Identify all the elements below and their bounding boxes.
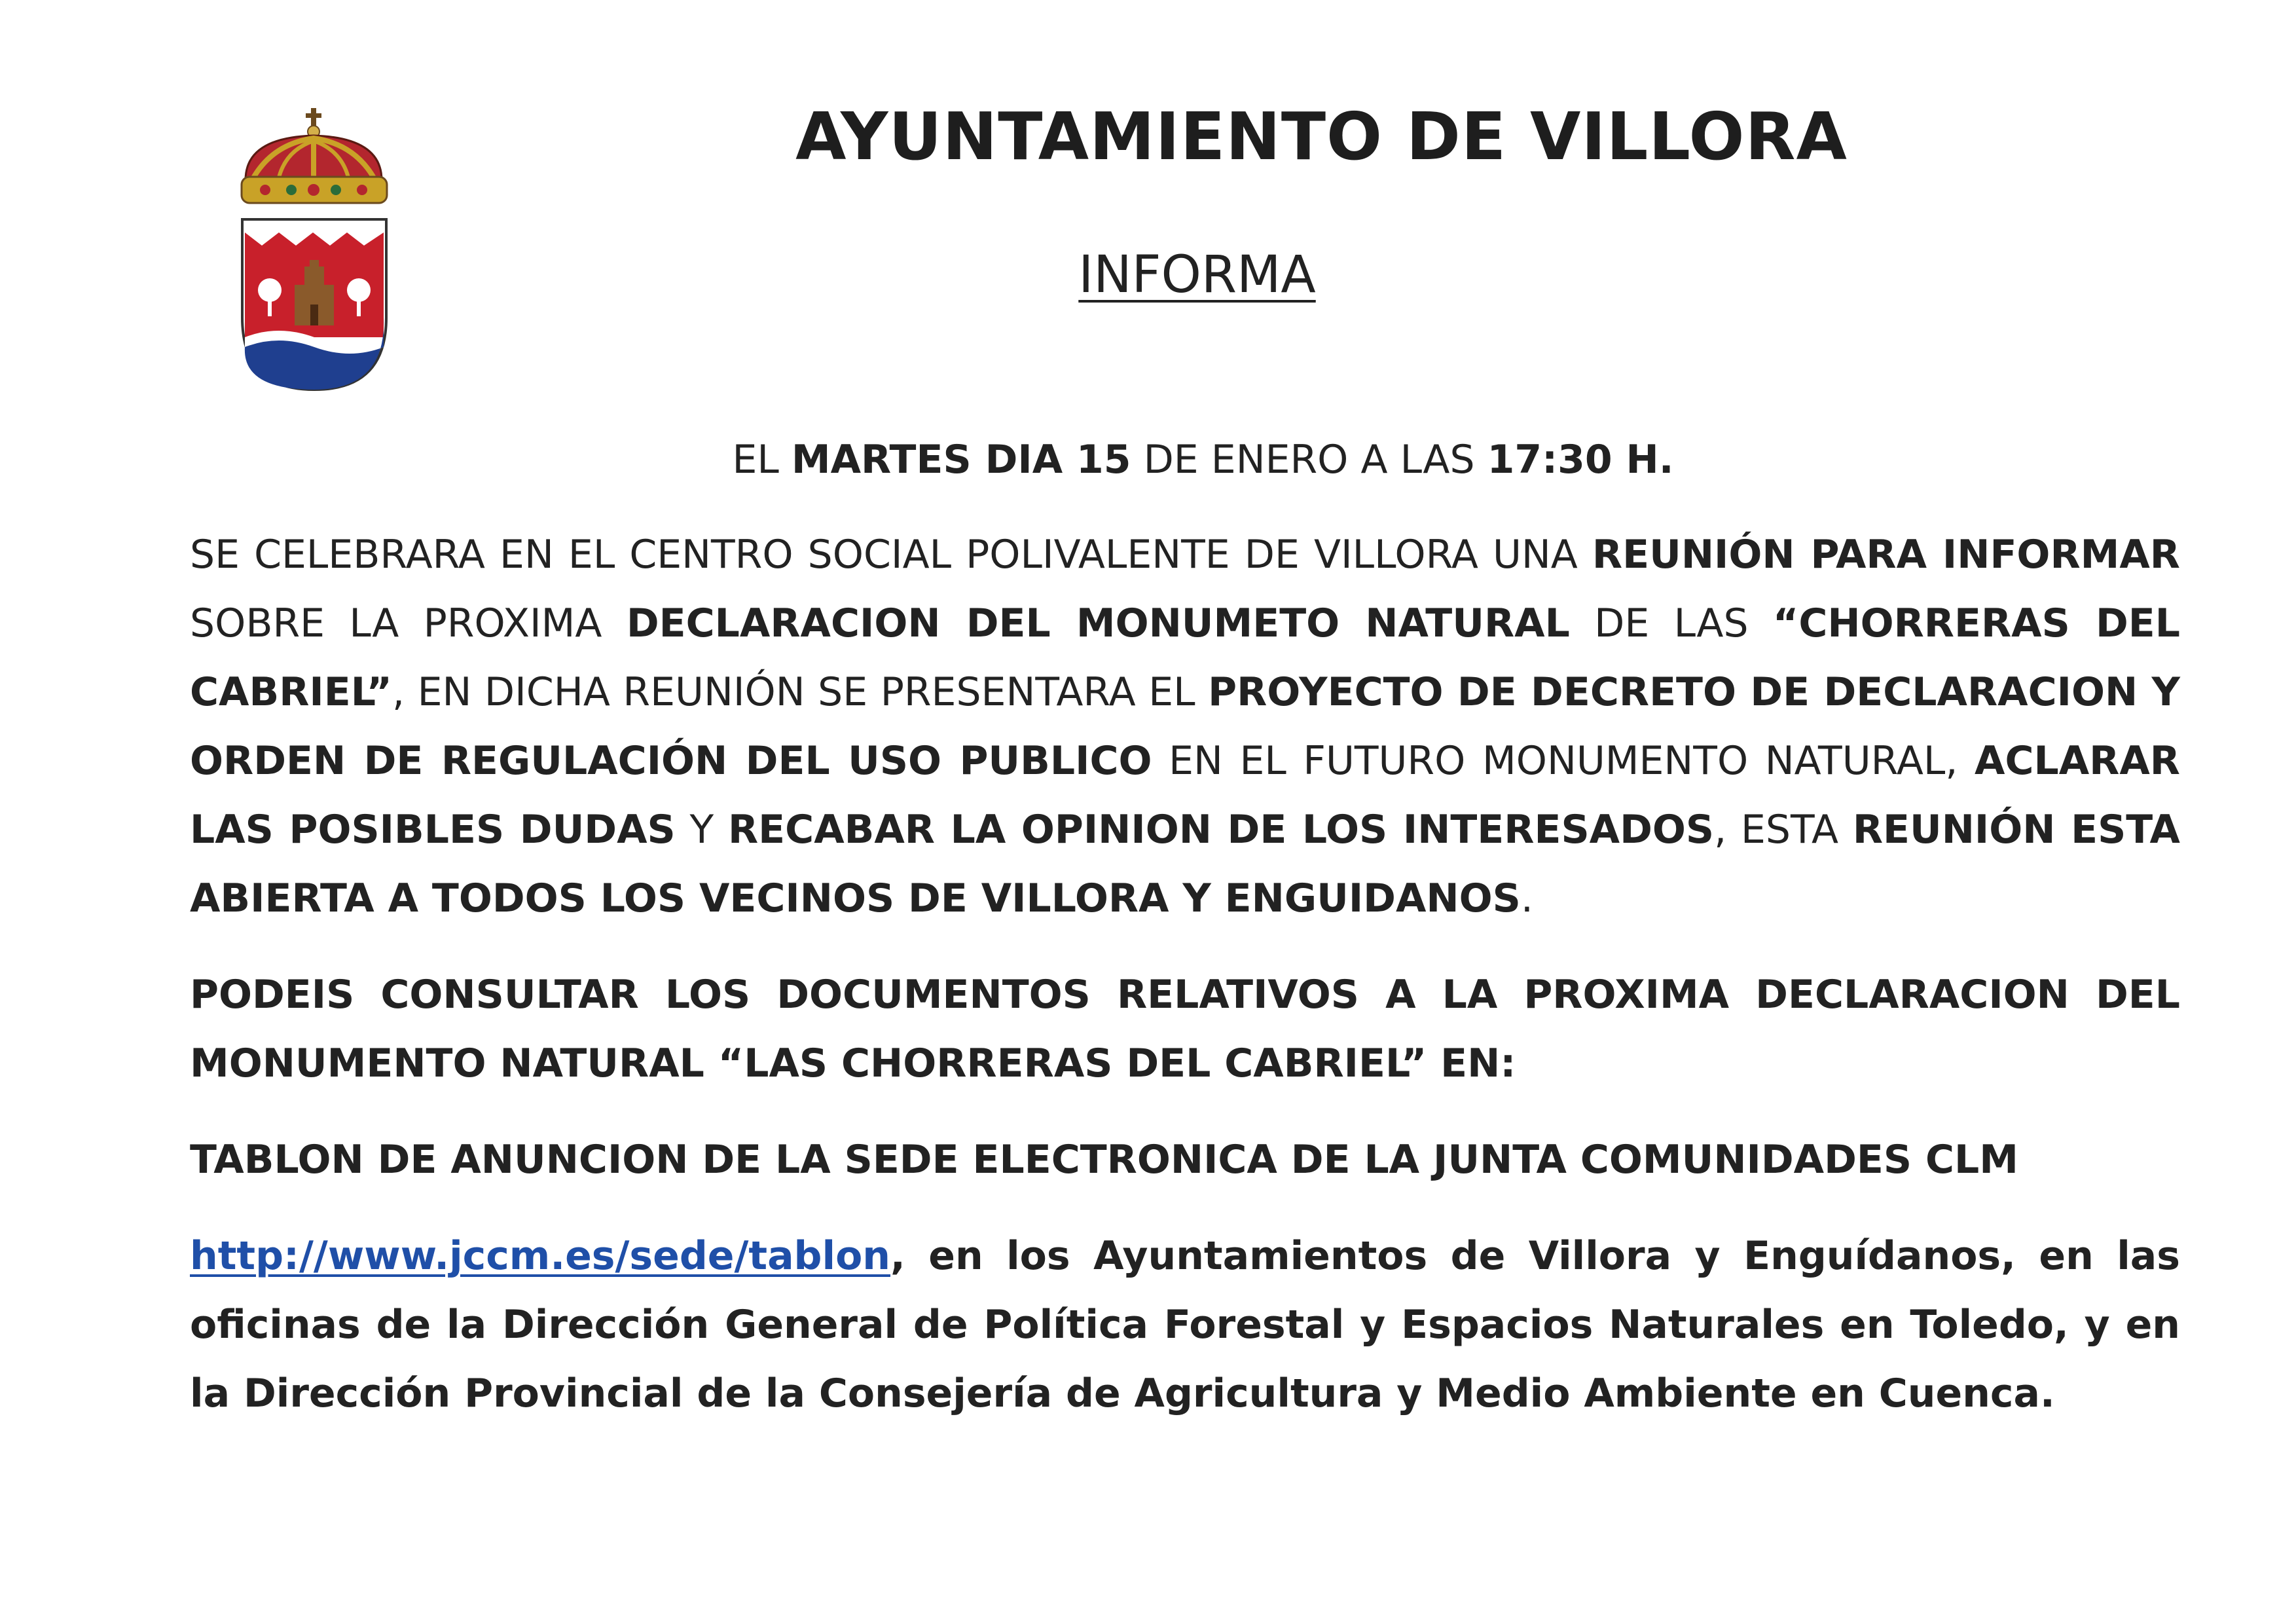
text-segment-bold: REUNIÓN ESTA ABIERTA A TODOS LOS VECINOS DE VILLORA Y ENGUIDANOS xyxy=(190,807,2180,921)
meeting-time: 17:30 H. xyxy=(1487,437,1674,483)
meeting-date-line xyxy=(190,426,2180,494)
announcement-body xyxy=(190,426,2180,1456)
meeting-day: MARTES DIA 15 xyxy=(791,437,1131,483)
text-segment: , ESTA xyxy=(1714,807,1853,853)
text-segment-bold: REUNIÓN PARA INFORMAR xyxy=(1592,532,2180,578)
text-segment-bold: PROYECTO DE DECRETO DE DECLARACION Y ORDEN DE REGULACIÓN DEL USO PUBLICO xyxy=(190,669,2180,784)
text-segment-bold: “CHORRERAS DEL CABRIEL” xyxy=(190,600,2181,715)
text-segment: . xyxy=(1520,876,1533,921)
text-segment: , EN DICHA REUNIÓN SE PRESENTARA EL xyxy=(392,669,1209,715)
text-segment: SE CELEBRARA EN EL CENTRO SOCIAL POLIVALENTE DE VILLORA UNA xyxy=(190,532,1592,578)
text-segment: Y xyxy=(675,807,728,853)
page-subtitle: INFORMA xyxy=(1078,246,1316,304)
locations-text: , en los Ayuntamientos de Villora y Enguídanos, en las oficinas de la Dirección General de Política Forestal y Espacios Naturales en Toledo, y en la Dirección Provincial de la Consejería de Agricultura y Medio Ambiente en Cuenca. xyxy=(190,1233,2180,1416)
text-segment: SOBRE LA PROXIMA xyxy=(190,600,627,646)
text-segment-bold: DECLARACION DEL MONUMETO NATURAL xyxy=(626,600,1570,646)
consult-documents-paragraph: PODEIS CONSULTAR LOS DOCUMENTOS RELATIVOS A LA PROXIMA DECLARACION DEL MONUMENTO NATURAL “LAS CHORRERAS DEL CABRIEL” EN: xyxy=(190,972,2180,1086)
text-segment-bold: RECABAR LA OPINION DE LOS INTERESADOS xyxy=(727,807,1715,853)
text-segment-bold: ACLARAR LAS POSIBLES DUDAS xyxy=(190,738,2181,853)
meeting-description-paragraph xyxy=(190,521,2180,933)
locations-paragraph xyxy=(190,1222,2180,1428)
date-middle: DE ENERO A LAS xyxy=(1131,437,1487,483)
tablon-heading: TABLON DE ANUNCION DE LA SEDE ELECTRONICA DE LA JUNTA COMUNIDADES CLM xyxy=(190,1137,2018,1183)
page-title: AYUNTAMIENTO DE VILLORA xyxy=(795,98,1848,175)
tablon-link[interactable]: http://www.jccm.es/sede/tablon xyxy=(190,1233,891,1279)
date-prefix: EL xyxy=(732,437,792,483)
text-segment: EN EL FUTURO MONUMENTO NATURAL, xyxy=(1152,738,1975,784)
text-segment: DE LAS xyxy=(1569,600,1773,646)
